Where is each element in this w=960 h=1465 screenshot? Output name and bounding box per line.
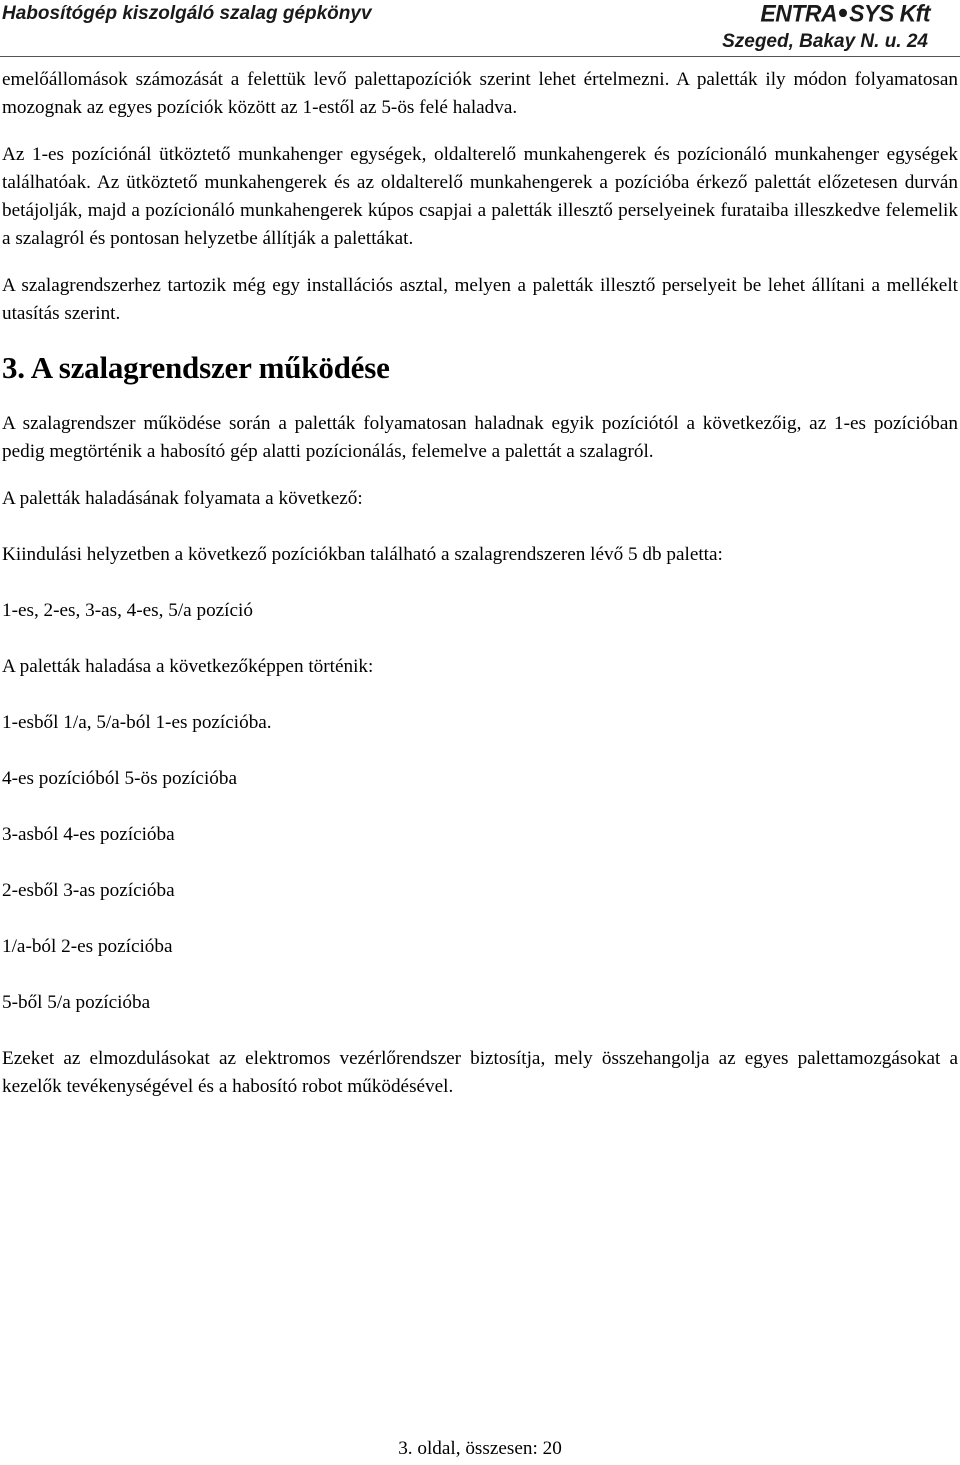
position1-paragraph: Az 1-es pozíciónál ütköztető munkahenger egységek, oldalterelő munkahengerek és pozícionáló munkahenger egységek találhatóak. Az ütköztető munkahengerek és az oldalterelő munkahengerek a pozícióba érkező palettát előzetesen durván betájolják, majd a pozícionáló munkahengerek kúpos csapjai a paletták illesztő perselyeinek furataiba illeszkedve felemelik a szalagról és pontosan helyzetbe állítják a palettákat. <box>2 144 958 249</box>
company-logo <box>760 0 930 28</box>
page-header <box>0 0 960 58</box>
logo-text-left: ENTRA <box>760 0 838 27</box>
page-footer <box>0 1437 960 1461</box>
movement-step: 1-esből 1/a, 5/a-ból 1-es pozícióba. <box>2 712 272 733</box>
movement-step: 1/a-ból 2-es pozícióba <box>2 936 173 957</box>
movement-step: 2-esből 3-as pozícióba <box>2 880 175 901</box>
positions-list: 1-es, 2-es, 3-as, 4-es, 5/a pozíció <box>2 600 253 621</box>
page-content <box>2 66 958 1101</box>
page-number: 3. oldal, összesen: 20 <box>398 1438 562 1459</box>
installation-paragraph: A szalagrendszerhez tartozik még egy installációs asztal, melyen a paletták illesztő perselyeit be lehet állítani a mellékelt utasítás szerint. <box>2 275 958 324</box>
header-divider <box>0 56 960 57</box>
logo-dot-icon <box>839 9 847 17</box>
movement-step: 5-ből 5/a pozícióba <box>2 992 151 1013</box>
intro-paragraph: emelőállomások számozását a felettük levő palettapozíciók szerint lehet értelmezni. A paletták ily módon folyamatosan mozognak az egyes pozíciók között az 1-estől az 5-ös felé haladva. <box>2 69 958 118</box>
movement-step: 4-es pozícióból 5-ös pozícióba <box>2 768 237 789</box>
movement-step: 3-asból 4-es pozícióba <box>2 824 175 845</box>
movement-intro: A paletták haladása a következőképpen történik: <box>2 656 374 677</box>
logo-text-right: SYS Kft <box>849 0 930 27</box>
header-title: Habosítógép kiszolgáló szalag gépkönyv <box>2 3 372 24</box>
process-intro: A paletták haladásának folyamata a következő: <box>2 488 363 509</box>
operation-paragraph: A szalagrendszer működése során a paletták folyamatosan haladnak egyik pozíciótól a következőig, az 1-es pozícióban pedig megtörténik a habosító gép alatti pozícionálás, felemelve a palettát a szalagról. <box>2 413 958 462</box>
closing-paragraph: Ezeket az elmozdulásokat az elektromos vezérlőrendszer biztosítja, mely összehangolja az egyes palettamozgásokat a kezelők tevékenységével és a habosító robot működésével. <box>2 1048 958 1097</box>
header-address: Szeged, Bakay N. u. 24 <box>722 31 928 52</box>
start-position-text: Kiindulási helyzetben a következő pozíciókban található a szalagrendszeren lévő 5 db paletta: <box>2 544 723 565</box>
section-heading: 3. A szalagrendszer működése <box>2 350 390 385</box>
